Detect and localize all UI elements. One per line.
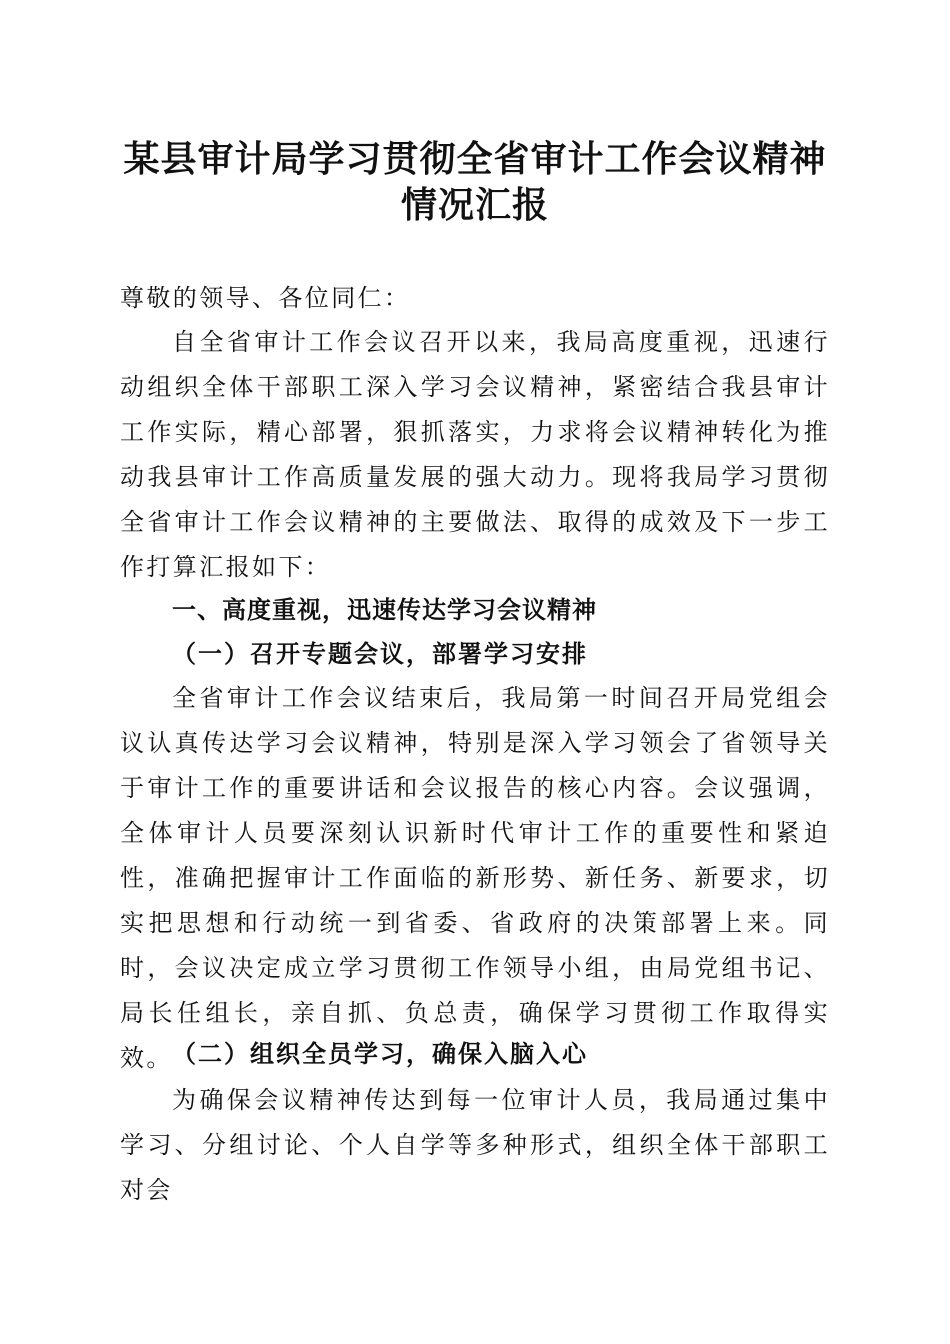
subsection-2-paragraph: 为确保会议精神传达到每一位审计人员，我局通过集中学习、分组讨论、个人自学等多种形式，组织全体干部职工对会: [120, 1086, 830, 1204]
subsection-1-paragraph: 全省审计工作会议结束后，我局第一时间召开局党组会议认真传达学习会议精神，特别是深入学习领会了省领导关于审计工作的重要讲话和会议报告的核心内容。会议强调，全体审计人员要深刻认识新时代审计工作的重要性和紧迫性，准确把握审计工作面临的新形势、新任务、新要求，切实把思想和行动统一到省委、省政府的决策部署上来。同时，会议决定成立学习贯彻工作领导小组，由局党组书记、局长任组长，亲自抓、负总责，确保学习贯彻工作取得实效。: [120, 684, 830, 1072]
salutation: 尊敬的领导、各位同仁：: [120, 284, 411, 312]
document-title: 某县审计局学习贯彻全省审计工作会议精神情况汇报: [123, 138, 827, 226]
section-1-heading: 一、高度重视，迅速传达学习会议精神: [172, 596, 597, 624]
subsection-1-heading: （一）召开专题会议，部署学习安排: [172, 639, 588, 668]
subsection-2-heading: （二）组织全员学习，确保入脑入心: [172, 1039, 588, 1068]
intro-paragraph: 自全省审计工作会议召开以来，我局高度重视，迅速行动组织全体干部职工深入学习会议精神，紧密结合我县审计工作实际，精心部署，狠抓落实，力求将会议精神转化为推动我县审计工作高质量发展的强大动力。现将我局学习贯彻全省审计工作会议精神的主要做法、取得的成效及下一步工作打算汇报如下：: [120, 328, 830, 581]
